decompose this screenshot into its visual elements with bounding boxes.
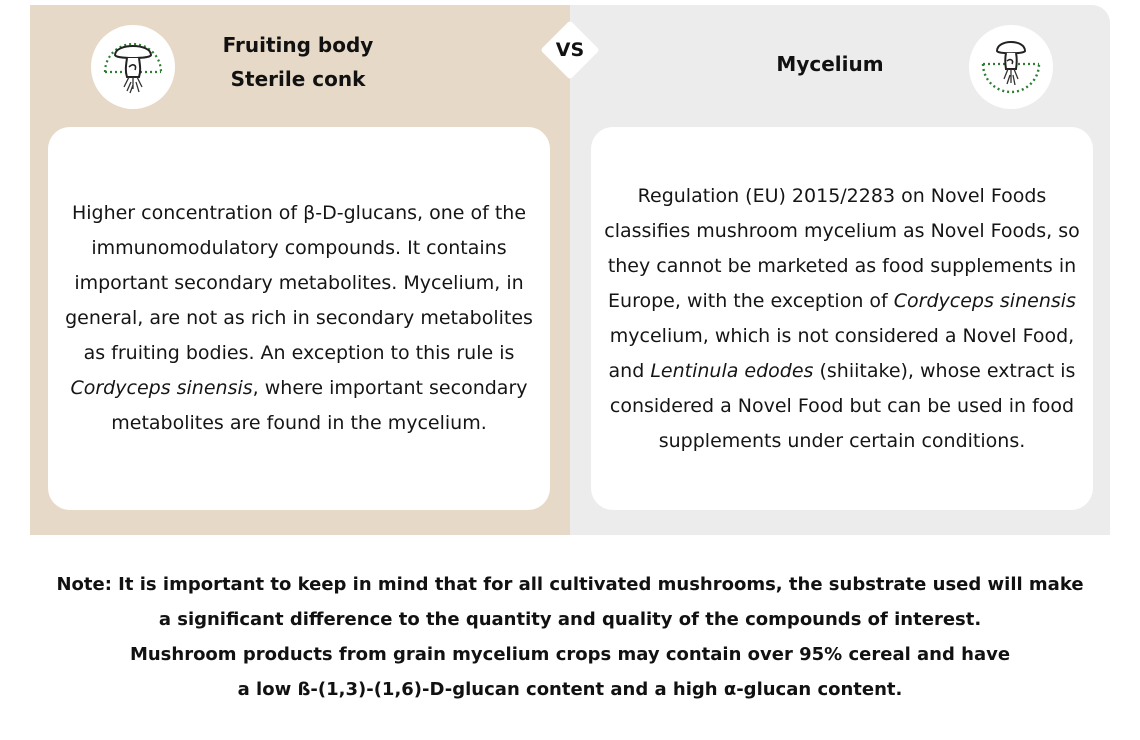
mushroom-fruiting-body-icon — [91, 25, 175, 109]
fruiting-body-description-card — [48, 127, 550, 510]
note-line-3: Mushroom products from grain mycelium crops may contain over 95% cereal and have — [129, 644, 1011, 665]
heading-line-2: Sterile conk — [230, 67, 366, 91]
description-text: mycelium, which is not considered a Novel Food, and — [608, 324, 1075, 382]
vs-badge — [540, 20, 600, 80]
species-name: Cordyceps sinensis — [893, 289, 1076, 312]
description-text: Regulation (EU) 2015/2283 on Novel Foods classifies mushroom mycelium as Novel Foods, so they cannot be marketed as food supplements in Europe, with the exception of — [604, 184, 1080, 312]
vs-label: VS — [555, 39, 585, 61]
note-line-2: a significant difference to the quantity and quality of the compounds of interest. — [158, 609, 982, 630]
mycelium-description — [591, 179, 1093, 459]
fruiting-body-description — [48, 196, 550, 441]
substrate-note — [20, 567, 1120, 707]
description-text: Higher concentration of β-D-glucans, one of the immunomodulatory compounds. It contains important secondary metabolites. Mycelium, in general, are not as rich in secondary metabolites as fruiting bodies. An exception to this rule is — [65, 202, 533, 364]
species-name: Cordyceps sinensis — [70, 377, 253, 399]
mycelium-description-card — [591, 127, 1093, 510]
note-line-1: Note: It is important to keep in mind that for all cultivated mushrooms, the substrate used will make — [56, 574, 1084, 595]
description-text: , where important secondary metabolites are found in the mycelium. — [111, 377, 528, 434]
fruiting-body-heading — [188, 28, 408, 96]
mycelium-heading: Mycelium — [776, 52, 884, 76]
species-name: Lentinula edodes — [650, 359, 814, 382]
mushroom-mycelium-icon — [969, 25, 1053, 109]
description-text: (shiitake), whose extract is considered a Novel Food but can be used in food supplements under certain conditions. — [609, 359, 1076, 452]
note-line-4: a low ß-(1,3)-(1,6)-D-glucan content and a high α-glucan content. — [237, 679, 903, 700]
heading-line-1: Fruiting body — [222, 33, 374, 57]
